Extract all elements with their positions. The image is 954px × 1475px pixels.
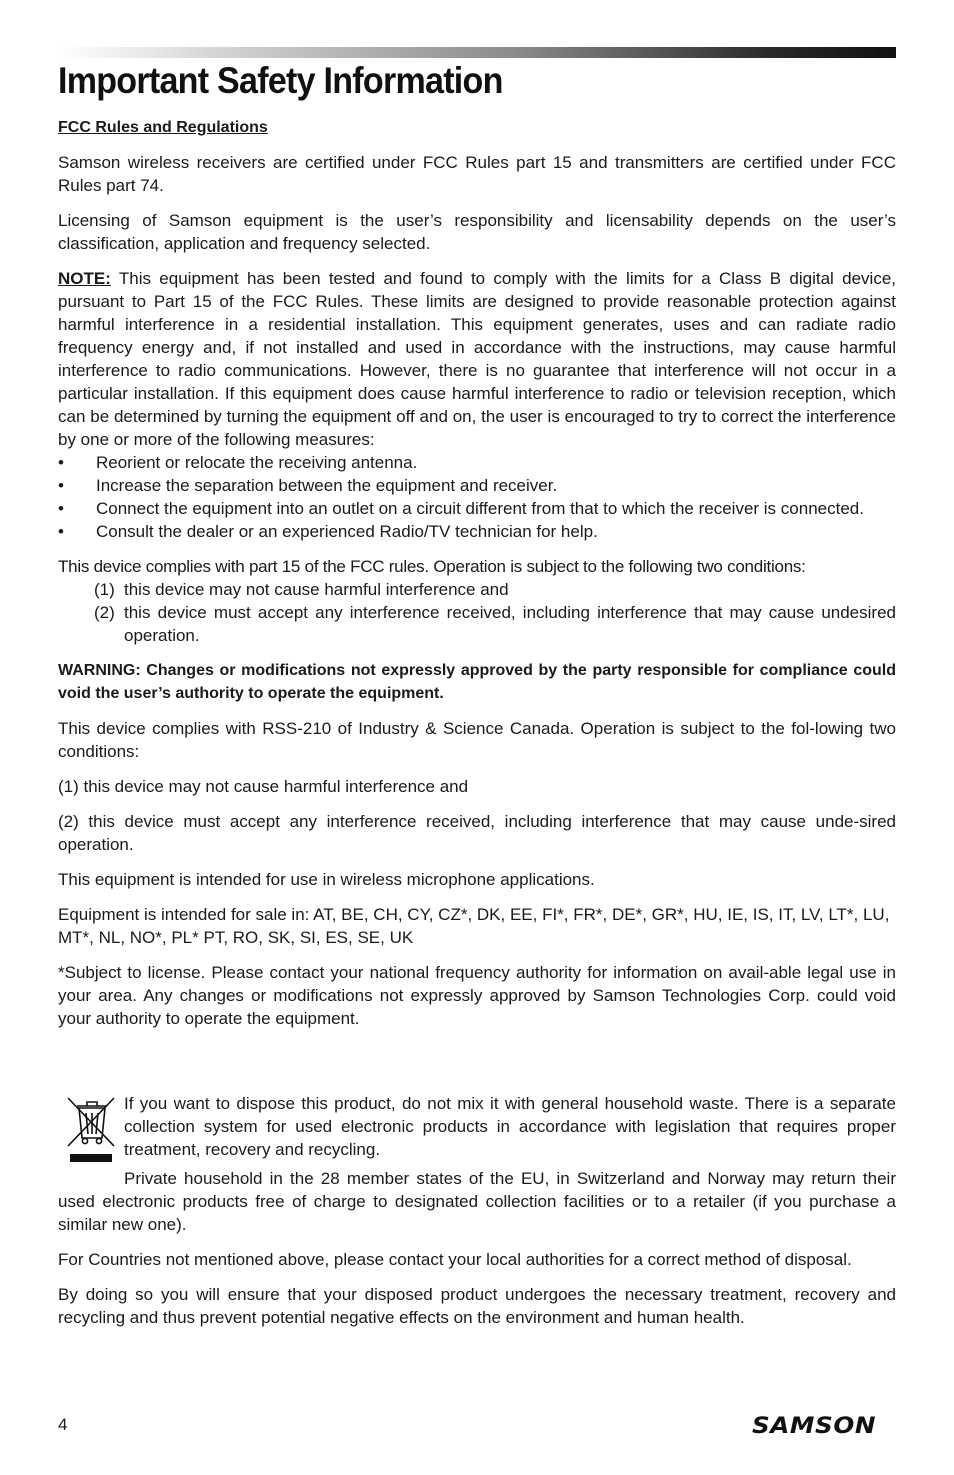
fcc-paragraph-licensing: Licensing of Samson equipment is the user’s responsibility and licensability depends on the user’s classification, application and frequency selected. (58, 211, 896, 253)
canada-paragraph: This device complies with RSS-210 of Industry & Science Canada. Operation is subject to the fol-lowing two conditions: (58, 719, 896, 761)
note-label: NOTE: (58, 269, 111, 288)
list-item: • Reorient or relocate the receiving antenna. (58, 451, 896, 474)
part15-lead: This device complies with part 15 of the FCC rules. Operation is subject to the following two conditions: (58, 557, 806, 576)
disposal-paragraph-4: By doing so you will ensure that your disposed product undergoes the necessary treatment, recovery and recycling and thus prevent potential negative effects on the environment and human health. (58, 1285, 896, 1327)
condition-number: (2) (94, 603, 115, 622)
canada-condition-1: (1) this device may not cause harmful interference and (58, 777, 469, 796)
main-content (58, 116, 896, 1341)
note-text: This equipment has been tested and found to comply with the limits for a Class B digital device, pursuant to Part 15 of the FCC Rules. These limits are designed to provide reasonable protection against harmful interference in a residential installation. This equipment generates, uses and can radiate radio frequency energy and, if not installed and used in accordance with the instructions, may cause harmful interference to radio communications. However, there is no guarantee that interference will not occur in a particular installation. If this equipment does cause harmful interference to radio or television reception, which can be determined by turning the equipment off and on, the user is encouraged to try to correct the interference by one or more of the following measures: (58, 269, 896, 449)
list-item: • Connect the equipment into an outlet on a circuit different from that to which the receiver is connected. (58, 497, 896, 520)
disposal-section (58, 1092, 896, 1329)
page-number: 4 (58, 1415, 68, 1434)
sale-countries-paragraph: Equipment is intended for sale in: AT, BE, CH, CY, CZ*, DK, EE, FI*, FR*, DE*, GR*, HU, IE, IS, IT, LV, LT*, LU, MT*, NL, NO*, PL* PT, RO, SK, SI, ES, SE, UK (58, 905, 890, 947)
disposal-paragraph-2: Private household in the 28 member states of the EU, in Switzerland and Norway may return their used electronic products free of charge to designated collection facilities or to a retailer (if you purchase a similar new one). (58, 1169, 896, 1234)
page-title: Important Safety Information (58, 60, 503, 101)
canada-condition-2: (2) this device must accept any interference received, including interference that may cause unde-sired operation. (58, 812, 896, 854)
disposal-paragraph-3: For Countries not mentioned above, please contact your local authorities for a correct method of disposal. (58, 1250, 852, 1269)
condition-text: this device must accept any interference received, including interference that may cause undesired operation. (124, 603, 896, 645)
list-item (58, 601, 896, 647)
fcc-note-paragraph (58, 267, 896, 451)
warning-paragraph: WARNING: Changes or modifications not expressly approved by the party responsible for compliance could void the user’s authority to operate the equipment. (58, 662, 896, 702)
measures-list (58, 451, 896, 543)
header-gradient-bar (58, 47, 896, 58)
fcc-paragraph-certification: Samson wireless receivers are certified under FCC Rules part 15 and transmitters are certified under FCC Rules part 74. (58, 153, 896, 195)
list-item (58, 578, 896, 601)
disposal-paragraph-1: If you want to dispose this product, do not mix it with general household waste. There is a separate collection system for used electronic products in accordance with legislation that requires proper treatment, recovery and recycling. (124, 1094, 896, 1159)
condition-number: (1) (94, 580, 115, 599)
license-paragraph: *Subject to license. Please contact your national frequency authority for information on avail-able legal use in your area. Any changes or modifications not expressly approved by Samson Technologies Corp. could void your authority to operate the equipment. (58, 963, 896, 1028)
condition-text: this device may not cause harmful interference and (124, 580, 509, 599)
part15-conditions (58, 555, 896, 647)
conditions-list (58, 578, 896, 647)
list-item: • Consult the dealer or an experienced Radio/TV technician for help. (58, 520, 896, 543)
samson-logo: SAMSON (752, 1414, 877, 1439)
use-paragraph: This equipment is intended for use in wireless microphone applications. (58, 870, 595, 889)
list-item: • Increase the separation between the equipment and receiver. (58, 474, 896, 497)
crossed-out-wheelie-bin-icon (64, 1094, 120, 1164)
fcc-heading: FCC Rules and Regulations (58, 119, 268, 136)
